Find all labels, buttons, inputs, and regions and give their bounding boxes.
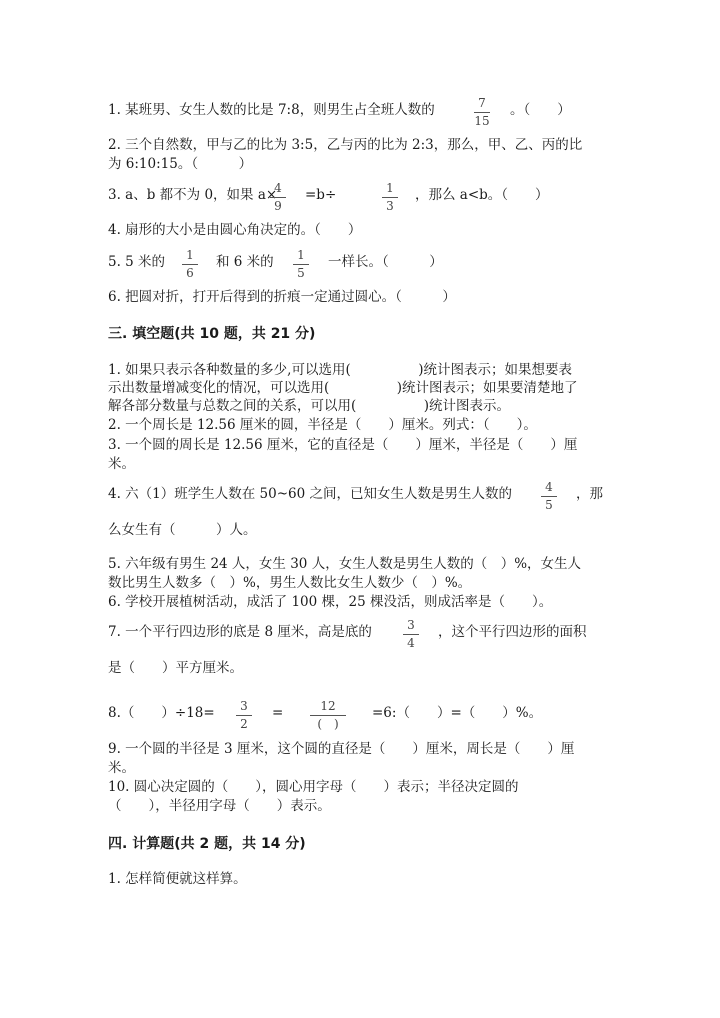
fraction-denominator: 2 — [240, 717, 248, 731]
fill-q8-text-a: 8.（ ）÷18= — [108, 705, 215, 721]
fraction-numerator: 7 — [478, 96, 486, 110]
fraction-denominator: 5 — [545, 498, 553, 512]
fill-q7-text-b: ，这个平行四边形的面积 — [438, 624, 587, 640]
judge-q5-text-b: 和 6 米的 — [216, 254, 274, 270]
fraction-bar — [293, 264, 309, 265]
fraction-denominator: 4 — [407, 636, 415, 650]
fraction-numerator: 4 — [545, 480, 553, 494]
fill-q4-text-a: 4. 六（1）班学生人数在 50~60 之间，已知女生人数是男生人数的 — [108, 486, 513, 502]
fill-q8-fraction-1 — [234, 699, 254, 732]
section3-title: 三. 填空题(共 10 题，共 21 分) — [108, 326, 316, 342]
fraction-bar — [474, 112, 490, 113]
fraction-bar — [403, 634, 419, 635]
judge-q5-fraction-2 — [291, 248, 311, 281]
fill-q10-line2: （ ），半径用字母（ ）表示。 — [108, 798, 331, 814]
fill-q8-fraction-2 — [308, 699, 348, 732]
fraction-bar — [382, 197, 398, 198]
fill-q9-line1: 9. 一个圆的半径是 3 厘米，这个圆的直径是（ ）厘米，周长是（ ）厘 — [108, 741, 575, 757]
fill-q3-line1: 3. 一个圆的周长是 12.56 厘米，它的直径是（ ）厘米，半径是（ ）厘 — [108, 437, 578, 453]
fraction-numerator: 3 — [407, 618, 415, 632]
fill-q1-line1: 1. 如果只表示各种数量的多少,可以选用( )统计图表示；如果想要表 — [108, 362, 572, 378]
section4-title: 四. 计算题(共 2 题，共 14 分) — [108, 836, 306, 852]
judge-q3-fraction-2 — [380, 181, 400, 214]
fill-q1-line3: 解各部分数量与总数之间的关系，可以用( )统计图表示。 — [108, 398, 511, 414]
fraction-bar — [541, 496, 557, 497]
judge-q2-line2: 为 6:10:15。（ ） — [108, 156, 253, 172]
fraction-bar — [236, 715, 252, 716]
judge-q5-fraction-1 — [180, 248, 200, 281]
fill-q4-line2: 么女生有（ ）人。 — [108, 522, 257, 538]
judge-q3-fraction-1 — [268, 181, 288, 214]
fill-q5-line2: 数比男生人数多（ ）%，男生人数比女生人数少（ ）%。 — [108, 575, 472, 591]
fraction-numerator: 12 — [320, 699, 336, 713]
judge-q1-text-a: 1. 某班男、女生人数的比是 7:8，则男生占全班人数的 — [108, 102, 435, 118]
fraction-denominator: 3 — [386, 199, 394, 213]
judge-q4: 4. 扇形的大小是由圆心角决定的。（ ） — [108, 222, 362, 238]
judge-q5-text-c: 一样长。（ ） — [328, 254, 443, 270]
judge-q3-text-c: ，那么 a<b。（ ） — [415, 187, 549, 203]
fraction-denominator: 15 — [474, 114, 490, 128]
fill-q4-fraction — [539, 480, 559, 513]
fill-q8-equals: = — [272, 705, 284, 721]
fill-q5-line1: 5. 六年级有男生 24 人，女生 30 人，女生人数是男生人数的（ ）%，女生人 — [108, 556, 582, 572]
fill-q7-fraction — [401, 618, 421, 651]
fraction-bar — [182, 264, 198, 265]
fraction-numerator: 1 — [297, 248, 305, 262]
judge-q1-text-b: 。（ ） — [510, 102, 571, 118]
fraction-denominator: 6 — [186, 266, 194, 280]
fill-q1-line2: 示出数量增减变化的情况，可以选用( )统计图表示；如果要清楚地了 — [108, 380, 578, 396]
fraction-numerator: 1 — [386, 181, 394, 195]
fill-q8-text-b: =6:（ ）=（ ）%。 — [372, 705, 543, 721]
fraction-bar — [310, 715, 346, 716]
fraction-numerator: 1 — [186, 248, 194, 262]
fill-q7-line2: 是（ ）平方厘米。 — [108, 660, 243, 676]
judge-q5-text-a: 5. 5 米的 — [108, 254, 166, 270]
judge-q2-line1: 2. 三个自然数，甲与乙的比为 3:5，乙与丙的比为 2:3，那么，甲、乙、丙的比 — [108, 137, 583, 153]
fill-q3-line2: 米。 — [108, 456, 135, 472]
fill-q2: 2. 一个周长是 12.56 厘米的圆，半径是（ ）厘米。列式：（ ）。 — [108, 417, 537, 433]
fill-q9-line2: 米。 — [108, 760, 135, 776]
fraction-denominator: 5 — [297, 266, 305, 280]
judge-q6: 6. 把圆对折，打开后得到的折痕一定通过圆心。（ ） — [108, 289, 456, 305]
judge-q3-text-b: =b÷ — [305, 187, 337, 203]
calc-q1: 1. 怎样简便就这样算。 — [108, 871, 247, 887]
fill-q6: 6. 学校开展植树活动，成活了 100 棵，25 棵没活，则成活率是（ ）。 — [108, 594, 553, 610]
judge-q1-fraction — [472, 96, 492, 129]
fraction-numerator: 4 — [274, 181, 282, 195]
fill-q4-text-b: ，那 — [576, 486, 603, 502]
fraction-bar — [270, 197, 286, 198]
fill-q10-line1: 10. 圆心决定圆的（ ），圆心用字母（ ）表示；半径决定圆的 — [108, 779, 519, 795]
fill-q7-text-a: 7. 一个平行四边形的底是 8 厘米，高是底的 — [108, 624, 372, 640]
fraction-denominator: ( ) — [317, 717, 339, 731]
fraction-denominator: 9 — [274, 199, 282, 213]
fraction-numerator: 3 — [240, 699, 248, 713]
judge-q3-text-a: 3. a、b 都不为 0，如果 a× — [108, 187, 278, 203]
